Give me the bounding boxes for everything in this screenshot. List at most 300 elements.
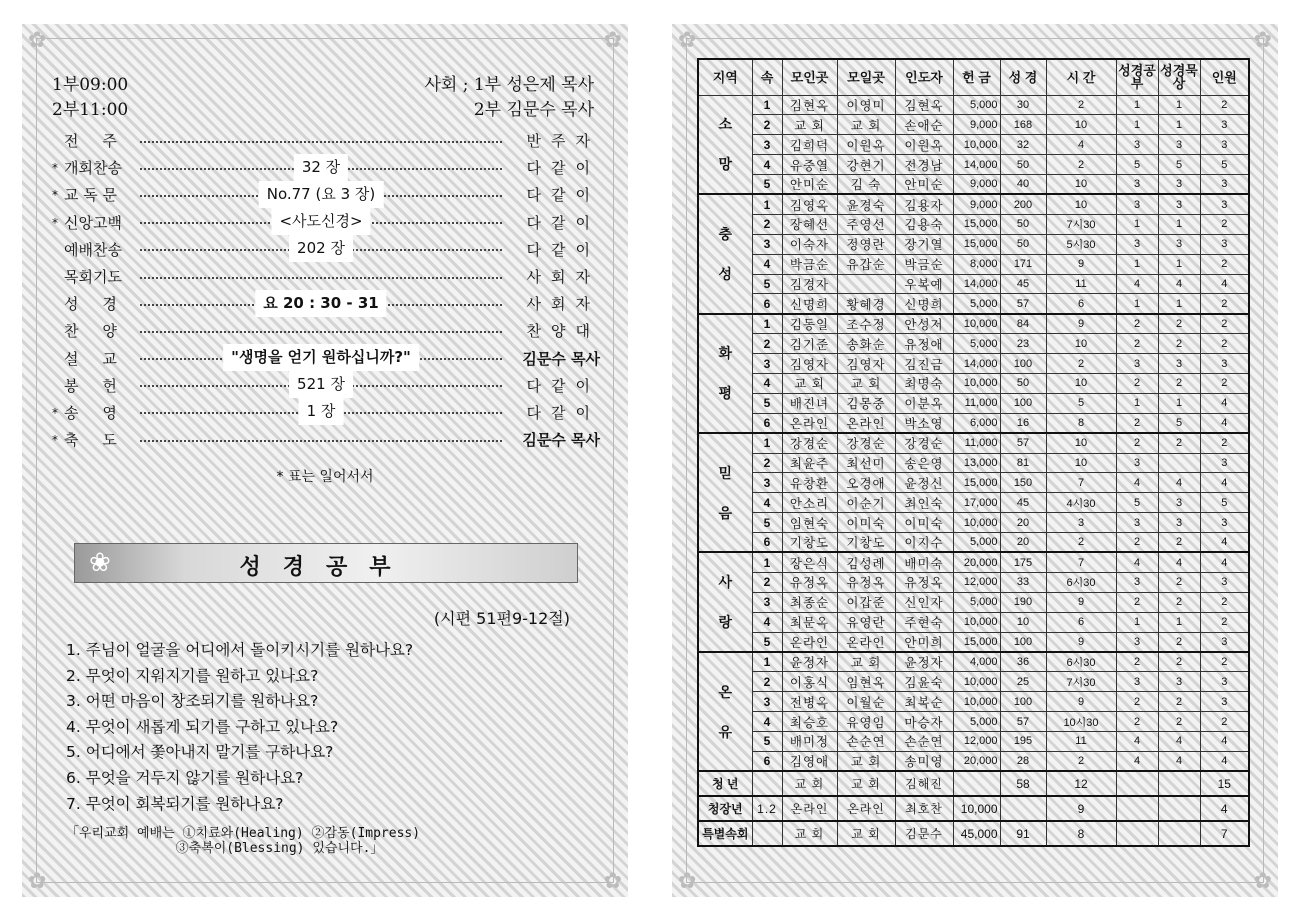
table-cell: 이원옥 [837, 135, 895, 155]
group-number: 2 [752, 572, 782, 592]
table-cell: 100 [1000, 393, 1046, 413]
table-cell: 2 [1158, 692, 1200, 712]
table-cell: 10,000 [953, 314, 1000, 334]
table-cell: 175 [1000, 552, 1046, 572]
dot-leader [140, 293, 502, 312]
group-number: 6 [752, 413, 782, 433]
table-cell: 오경애 [837, 473, 895, 493]
region-cell [698, 433, 752, 552]
table-cell: 20 [1000, 533, 1046, 553]
table-cell: 10,000 [953, 672, 1000, 692]
table-cell: 3 [1116, 453, 1158, 473]
table-cell: 3 [1116, 194, 1158, 214]
table-cell: 57 [1000, 712, 1046, 732]
table-cell: 2 [1158, 314, 1200, 334]
table-cell: 10 [1046, 373, 1116, 393]
table-cell: 4 [1116, 751, 1158, 771]
order-item-detail: "생명을 얻기 원하십니까?" [223, 344, 419, 371]
table-cell: 우복예 [895, 274, 953, 294]
table-cell: 안성저 [895, 314, 953, 334]
special-group-name: 특별속회 [698, 821, 752, 846]
table-cell: 10,000 [953, 373, 1000, 393]
table-cell: 2 [1200, 95, 1249, 115]
table-cell: 1 [1158, 95, 1200, 115]
table-cell: 9,000 [953, 194, 1000, 214]
group-number: 6 [752, 294, 782, 314]
table-row [698, 692, 1249, 712]
study-question: 1. 주님이 얼굴을 어디에서 돌이키시기를 원하나요? [66, 641, 414, 659]
table-cell: 3 [1200, 692, 1249, 712]
table-cell: 5 [1158, 155, 1200, 175]
table-cell: 4 [1158, 751, 1200, 771]
table-cell: 168 [1000, 115, 1046, 135]
table-cell: 유정옥 [782, 572, 837, 592]
table-cell: 유정옥 [837, 572, 895, 592]
group-number: 6 [752, 533, 782, 553]
table-cell: 4 [1116, 732, 1158, 752]
table-cell [1000, 796, 1046, 821]
table-cell: 2 [1158, 433, 1200, 453]
table-cell: 2 [1046, 155, 1116, 175]
table-cell: 2 [1046, 751, 1116, 771]
table-cell: 2 [1116, 592, 1158, 612]
table-cell: 손애순 [895, 115, 953, 135]
table-cell: 3 [1200, 175, 1249, 195]
region-cell [698, 95, 752, 194]
table-cell: 11,000 [953, 433, 1000, 453]
table-cell: 10,000 [953, 796, 1000, 821]
table-cell: 3 [1116, 672, 1158, 692]
special-row [698, 821, 1249, 846]
table-cell: 주영선 [837, 214, 895, 234]
group-number: 3 [752, 354, 782, 374]
presider-1: 사회 ; 1부 성은제 목사 [424, 75, 594, 95]
table-cell: 2 [1046, 354, 1116, 374]
table-cell: 김몽중 [837, 393, 895, 413]
table-cell: 조수정 [837, 314, 895, 334]
order-row [52, 373, 600, 400]
table-cell: 7시30 [1046, 672, 1116, 692]
table-cell: 박금순 [895, 254, 953, 274]
order-item-leader: 찬양대 [526, 322, 600, 341]
group-number: 2 [752, 334, 782, 354]
group-number: 3 [752, 234, 782, 254]
table-cell: 최문옥 [782, 612, 837, 632]
table-cell: 1 [1116, 115, 1158, 135]
banner-title: 성경공부 [239, 555, 413, 580]
group-number: 4 [752, 712, 782, 732]
dot-leader [140, 212, 502, 231]
table-cell: 2 [1200, 652, 1249, 672]
table-cell: 36 [1000, 652, 1046, 672]
table-cell: 교 회 [782, 373, 837, 393]
stand-mark: * [52, 161, 58, 176]
right-page [650, 0, 1300, 919]
table-cell: 3 [1158, 493, 1200, 513]
order-item-detail: 32 장 [294, 154, 348, 181]
table-cell: 유갑순 [837, 254, 895, 274]
table-cell: 2 [1158, 652, 1200, 672]
table-cell: 3 [1158, 513, 1200, 533]
table-cell: 200 [1000, 194, 1046, 214]
table-cell: 195 [1000, 732, 1046, 752]
table-cell: 4,000 [953, 652, 1000, 672]
dot-leader [140, 402, 502, 421]
stand-mark: * [52, 405, 58, 420]
group-number: 5 [752, 513, 782, 533]
table-cell: 온라인 [782, 632, 837, 652]
table-row [698, 393, 1249, 413]
order-item-leader: 다같이 [526, 186, 600, 205]
table-cell: 김해진 [895, 771, 953, 796]
table-cell: 1 [1116, 393, 1158, 413]
table-cell: 4시30 [1046, 493, 1116, 513]
table-cell: 2 [1200, 314, 1249, 334]
table-cell: 2 [1158, 373, 1200, 393]
table-cell: 3 [1200, 572, 1249, 592]
question-list [66, 638, 413, 817]
table-cell: 유중열 [782, 155, 837, 175]
dot-leader [140, 184, 502, 203]
table-cell: 2 [1200, 254, 1249, 274]
table-cell: 14,000 [953, 274, 1000, 294]
order-item-name: 개회찬송 [64, 159, 122, 178]
table-cell: 45 [1000, 493, 1046, 513]
table-cell: 3 [1158, 234, 1200, 254]
group-number: 3 [752, 473, 782, 493]
table-cell: 김문수 [895, 821, 953, 846]
table-cell: 5시30 [1046, 234, 1116, 254]
table-cell: 교 회 [782, 771, 837, 796]
table-cell: 5,000 [953, 95, 1000, 115]
order-row [52, 264, 600, 291]
table-cell: 김경자 [782, 274, 837, 294]
table-cell: 33 [1000, 572, 1046, 592]
table-cell: 4 [1158, 274, 1200, 294]
table-cell: 신명희 [895, 294, 953, 314]
table-cell: 9 [1046, 254, 1116, 274]
region-char: 화 [718, 345, 733, 362]
report-table [697, 58, 1250, 847]
table-cell: 10,000 [953, 513, 1000, 533]
table-cell: 8 [1046, 413, 1116, 433]
table-cell: 4 [1200, 274, 1249, 294]
order-item-name: 교 독 문 [64, 186, 118, 205]
order-row [52, 237, 600, 264]
table-header [698, 59, 1249, 95]
table-cell: 안미순 [895, 175, 953, 195]
table-cell: 2 [1158, 592, 1200, 612]
table-row [698, 254, 1249, 274]
table-row [698, 234, 1249, 254]
table-cell: 9 [1046, 592, 1116, 612]
table-cell: 14,000 [953, 155, 1000, 175]
table-cell: 유창환 [782, 473, 837, 493]
table-cell: 김현옥 [782, 95, 837, 115]
table-cell: 10 [1046, 194, 1116, 214]
flower-icon: ✿ [603, 869, 622, 894]
table-cell [1158, 453, 1200, 473]
table-cell: 20 [1000, 513, 1046, 533]
table-cell: 3 [1158, 672, 1200, 692]
table-cell [1158, 771, 1200, 796]
special-row [698, 796, 1249, 821]
table-cell: 2 [1158, 712, 1200, 732]
table-row [698, 115, 1249, 135]
table-cell: 김동일 [782, 314, 837, 334]
table-cell: 45 [1000, 274, 1046, 294]
group-number: 6 [752, 751, 782, 771]
table-cell: 김현옥 [895, 95, 953, 115]
stand-mark: * [52, 215, 58, 230]
table-row [698, 314, 1249, 334]
table-cell: 3 [1116, 234, 1158, 254]
table-cell: 최명숙 [895, 373, 953, 393]
table-cell: 4 [1158, 473, 1200, 493]
table-cell: 김기준 [782, 334, 837, 354]
table-cell: 100 [1000, 632, 1046, 652]
table-cell: 2 [1046, 533, 1116, 553]
table-cell: 이미숙 [895, 513, 953, 533]
table-cell: 11 [1046, 274, 1116, 294]
region-char: 음 [718, 504, 733, 521]
table-cell: 2 [1158, 334, 1200, 354]
table-cell: 2 [1116, 652, 1158, 672]
table-cell [1158, 796, 1200, 821]
region-cell [698, 314, 752, 433]
table-cell: 150 [1000, 473, 1046, 493]
table-cell: 15,000 [953, 632, 1000, 652]
table-row [698, 135, 1249, 155]
table-cell: 7 [1046, 552, 1116, 572]
table-cell: 45,000 [953, 821, 1000, 846]
column-header: 헌 금 [953, 59, 1000, 95]
table-cell: 3 [1200, 513, 1249, 533]
order-item-leader: 다같이 [526, 376, 600, 395]
table-cell: 190 [1000, 592, 1046, 612]
table-cell: 3 [1200, 354, 1249, 374]
table-cell: 전경남 [895, 155, 953, 175]
table-cell: 김성례 [837, 552, 895, 572]
scripture-reference: (시편 51편9-12절) [433, 609, 570, 628]
table-cell: 2 [1200, 294, 1249, 314]
study-question: 2. 무엇이 지워지기를 원하고 있나요? [66, 666, 319, 685]
table-cell: 김영옥 [782, 194, 837, 214]
table-cell: 4 [1158, 732, 1200, 752]
region-char: 소 [718, 116, 733, 133]
group-number: 4 [752, 493, 782, 513]
study-question: 3. 어떤 마음이 창조되기를 원하나요? [66, 692, 319, 711]
table-cell: 30 [1000, 95, 1046, 115]
table-cell: 전병옥 [782, 692, 837, 712]
table-cell: 50 [1000, 155, 1046, 175]
table-cell: 5,000 [953, 334, 1000, 354]
study-question: 5. 어디에서 쫓아내지 말기를 구하나요? [66, 743, 334, 762]
table-row [698, 274, 1249, 294]
study-question: 6. 무엇을 거두지 않기를 원하나요? [66, 768, 304, 787]
table-row [698, 751, 1249, 771]
table-cell: 임현숙 [782, 513, 837, 533]
flower-icon: ✿ [28, 869, 47, 894]
table-cell: 32 [1000, 135, 1046, 155]
table-row [698, 453, 1249, 473]
table-row [698, 652, 1249, 672]
group-number: 5 [752, 274, 782, 294]
order-row [52, 291, 600, 318]
column-header: 인도자 [895, 59, 953, 95]
order-item-name: 목회기도 [64, 268, 122, 287]
table-cell: 3 [1116, 632, 1158, 652]
order-item-detail: <사도신경> [271, 208, 370, 235]
order-item-detail: 요 20 : 30 - 31 [255, 290, 386, 317]
table-row [698, 155, 1249, 175]
order-item-name: 전 주 [64, 132, 117, 151]
dot-leader [140, 141, 502, 143]
table-cell: 50 [1000, 234, 1046, 254]
table-cell: 이월순 [837, 692, 895, 712]
table-cell: 3 [1200, 115, 1249, 135]
table-cell: 배미정 [782, 732, 837, 752]
table-cell: 김영자 [782, 354, 837, 374]
table-cell: 김희덕 [782, 135, 837, 155]
table-cell: 2 [1116, 334, 1158, 354]
table-cell: 온라인 [837, 796, 895, 821]
table-cell: 11 [1046, 732, 1116, 752]
region-cell [698, 552, 752, 651]
table-row [698, 373, 1249, 393]
group-number: 1 [752, 194, 782, 214]
table-cell: 3 [1116, 513, 1158, 533]
table-cell: 3 [1116, 572, 1158, 592]
group-number: 4 [752, 155, 782, 175]
group-number: 5 [752, 732, 782, 752]
table-cell: 송은영 [895, 453, 953, 473]
table-cell: 7 [1046, 473, 1116, 493]
table-cell: 3 [1200, 194, 1249, 214]
table-cell: 2 [1158, 632, 1200, 652]
order-row [52, 155, 600, 182]
table-cell: 온라인 [837, 632, 895, 652]
table-cell: 25 [1000, 672, 1046, 692]
table-cell: 4 [1200, 393, 1249, 413]
table-cell: 100 [1000, 692, 1046, 712]
table-cell: 2 [1046, 95, 1116, 115]
column-header: 성 경 [1000, 59, 1046, 95]
region-char: 랑 [718, 614, 733, 631]
table-cell: 이미숙 [837, 513, 895, 533]
table-cell: 15,000 [953, 473, 1000, 493]
table-cell: 20,000 [953, 751, 1000, 771]
region-char: 충 [718, 226, 733, 243]
table-cell: 14,000 [953, 354, 1000, 374]
group-number: 5 [752, 175, 782, 195]
table-cell: 4 [1200, 796, 1249, 821]
table-cell: 김진금 [895, 354, 953, 374]
table-cell: 1 [1116, 214, 1158, 234]
table-cell: 15,000 [953, 234, 1000, 254]
region-cell [698, 652, 752, 771]
table-cell: 송미영 [895, 751, 953, 771]
table-cell: 2 [1200, 214, 1249, 234]
table-cell: 3 [1200, 234, 1249, 254]
group-number: 5 [752, 393, 782, 413]
group-number: 2 [752, 672, 782, 692]
table-cell: 3 [1200, 672, 1249, 692]
table-cell: 1 [1158, 612, 1200, 632]
table-cell: 4 [1200, 552, 1249, 572]
special-group-name: 청장년 [698, 796, 752, 821]
table-cell: 손순연 [837, 732, 895, 752]
table-cell: 50 [1000, 214, 1046, 234]
table-cell: 강경순 [837, 433, 895, 453]
table-row [698, 214, 1249, 234]
column-header: 모인곳 [782, 59, 837, 95]
group-number: 1 [752, 433, 782, 453]
table-cell: 4 [1200, 751, 1249, 771]
dot-leader [140, 157, 502, 176]
table-cell: 5 [1200, 155, 1249, 175]
worship-order [52, 128, 600, 454]
table-cell: 10 [1046, 175, 1116, 195]
table-cell: 1.2 [752, 796, 782, 821]
table-cell: 윤정자 [782, 652, 837, 672]
table-cell: 교 회 [837, 652, 895, 672]
order-item-leader: 사회자 [526, 268, 600, 287]
church-motto: 「우리교회 예배는 ①치료와(Healing) ②감동(Impress) ③축복이(Blessing) 있습니다.」 [66, 826, 421, 856]
table-row [698, 672, 1249, 692]
table-cell: 20,000 [953, 552, 1000, 572]
dot-leader [140, 331, 502, 333]
table-cell: 2 [1116, 433, 1158, 453]
table-cell: 5 [1158, 413, 1200, 433]
cell-group-report [697, 58, 1248, 847]
table-cell: 황혜경 [837, 294, 895, 314]
region-char: 사 [718, 574, 733, 591]
table-cell: 최복순 [895, 692, 953, 712]
table-cell: 윤정자 [895, 652, 953, 672]
group-number: 1 [752, 314, 782, 334]
table-cell: 6시30 [1046, 652, 1116, 672]
region-char: 성 [718, 266, 733, 283]
table-cell: 10,000 [953, 692, 1000, 712]
table-cell: 3 [1158, 135, 1200, 155]
group-number: 1 [752, 552, 782, 572]
table-cell: 안소리 [782, 493, 837, 513]
table-cell [752, 771, 782, 796]
table-cell: 기창도 [782, 533, 837, 553]
table-cell: 4 [1200, 473, 1249, 493]
table-row [698, 175, 1249, 195]
table-cell: 12,000 [953, 572, 1000, 592]
table-row [698, 572, 1249, 592]
table-cell: 주현숙 [895, 612, 953, 632]
table-row [698, 632, 1249, 652]
table-cell: 교 회 [837, 115, 895, 135]
table-cell: 1 [1116, 294, 1158, 314]
dot-leader [140, 440, 502, 442]
table-cell: 4 [1116, 274, 1158, 294]
table-cell: 5 [1116, 155, 1158, 175]
order-item-name: 예배찬송 [64, 240, 122, 259]
table-cell: 윤정신 [895, 473, 953, 493]
table-cell: 81 [1000, 453, 1046, 473]
table-row [698, 552, 1249, 572]
table-cell: 김윤숙 [895, 672, 953, 692]
table-cell: 5 [1046, 393, 1116, 413]
table-cell: 유정옥 [895, 572, 953, 592]
flower-icon: ✿ [678, 869, 697, 894]
table-cell: 13,000 [953, 453, 1000, 473]
